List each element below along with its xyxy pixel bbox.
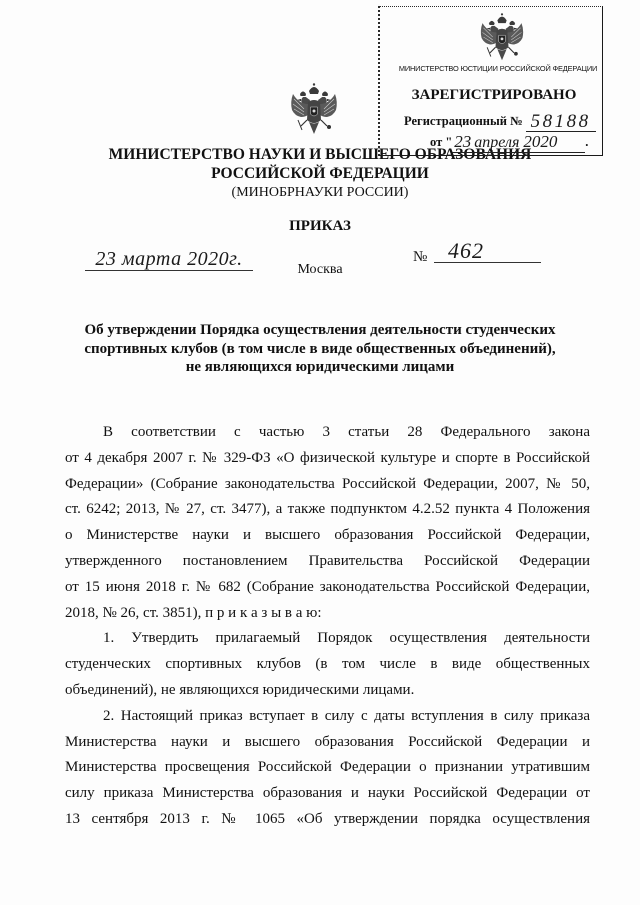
stamp-date-month: апреля (474, 134, 520, 151)
text-line: 2018, № 26, ст. 3851), п р и к а з ы в а ю: (65, 604, 322, 621)
text-line: 13 сентября 2013 г. № 1065 «Об утверждении порядка осуществления (65, 810, 590, 827)
coat-of-arms-icon (477, 12, 527, 64)
ministry-short-name: (МИНОБРНАУКИ РОССИИ) (231, 185, 409, 200)
text-line: В соответствии с частью 3 статьи 28 Федерального закона (103, 424, 590, 440)
stamp-status: ЗАРЕГИСТРИРОВАНО (411, 87, 577, 103)
stamp-date-suffix: . (585, 135, 589, 149)
order-date: 23 марта 2020г. (85, 248, 253, 271)
title-line: спортивных клубов (в том числе в виде общественных объединений), (84, 340, 556, 357)
stamp-reg-number: 58188 (526, 112, 596, 132)
coat-of-arms-icon (289, 82, 339, 138)
order-city: Москва (297, 262, 343, 277)
text-line: от 15 июня 2018 г. № 682 (Собрание законодательства Российской Федерации, (65, 578, 590, 595)
text-line: утвержденного постановлением Правительства Российской Федерации (65, 552, 590, 569)
text-line: о Министерстве науки и высшего образования Российской Федерации, (65, 527, 590, 544)
text-line: 1. Утвердить прилагаемый Порядок осуществления деятельности (103, 630, 590, 647)
title-line: Об утверждении Порядка осуществления деятельности студенческих (84, 322, 556, 338)
text-line: Министерства просвещения Российской Федерации о признании утратившим (65, 759, 590, 776)
text-line: ст. 6242; 2013, № 27, ст. 3477), а также подпунктом 4.2.52 пункта 4 Положения (65, 501, 590, 518)
registration-stamp (378, 6, 603, 156)
stamp-reg-number-label: Регистрационный № (404, 114, 523, 128)
order-title (0, 321, 640, 377)
stamp-date-year: 2020 (523, 132, 558, 151)
text-line: Федерации» (Собрание законодательства Российской Федерации, 2007, № 50, (65, 475, 590, 492)
text-line: силу приказа Министерства образования и науки Российской Федерации от (65, 785, 590, 802)
text-line: объединений), не являющихся юридическими лицами. (65, 681, 415, 698)
order-body (65, 420, 590, 833)
stamp-date-handwritten (452, 133, 585, 153)
text-line: 2. Настоящий приказ вступает в силу с даты вступления в силу приказа (103, 707, 590, 724)
order-number: 462 (434, 240, 541, 263)
stamp-date-prefix: от " (430, 135, 453, 149)
text-line: Министерства науки и высшего образования Российской Федерации и (65, 733, 590, 750)
text-line: от 4 декабря 2007 г. № 329-ФЗ «О физической культуре и спорте в Российской (65, 449, 590, 466)
stamp-ministry-name: МИНИСТЕРСТВО ЮСТИЦИИ РОССИЙСКОЙ ФЕДЕРАЦИИ (398, 64, 598, 73)
stamp-date-row (430, 131, 588, 153)
text-line: студенческих спортивных клубов (в том числе в виде общественных (65, 656, 590, 673)
ministry-name-line1: МИНИСТЕРСТВО НАУКИ И ВЫСШЕГО ОБРАЗОВАНИЯ (108, 146, 532, 163)
ministry-name-line2: РОССИЙСКОЙ ФЕДЕРАЦИИ (211, 165, 429, 182)
clause-1-paragraph (65, 626, 590, 703)
stamp-date-day: 23 (454, 132, 472, 151)
stamp-registration-row (404, 110, 596, 132)
order-number-label: № (413, 249, 428, 265)
document-type: ПРИКАЗ (289, 218, 351, 234)
preamble-paragraph (65, 420, 590, 626)
clause-2-paragraph (65, 704, 590, 833)
title-line: не являющихся юридическими лицами (185, 359, 455, 375)
